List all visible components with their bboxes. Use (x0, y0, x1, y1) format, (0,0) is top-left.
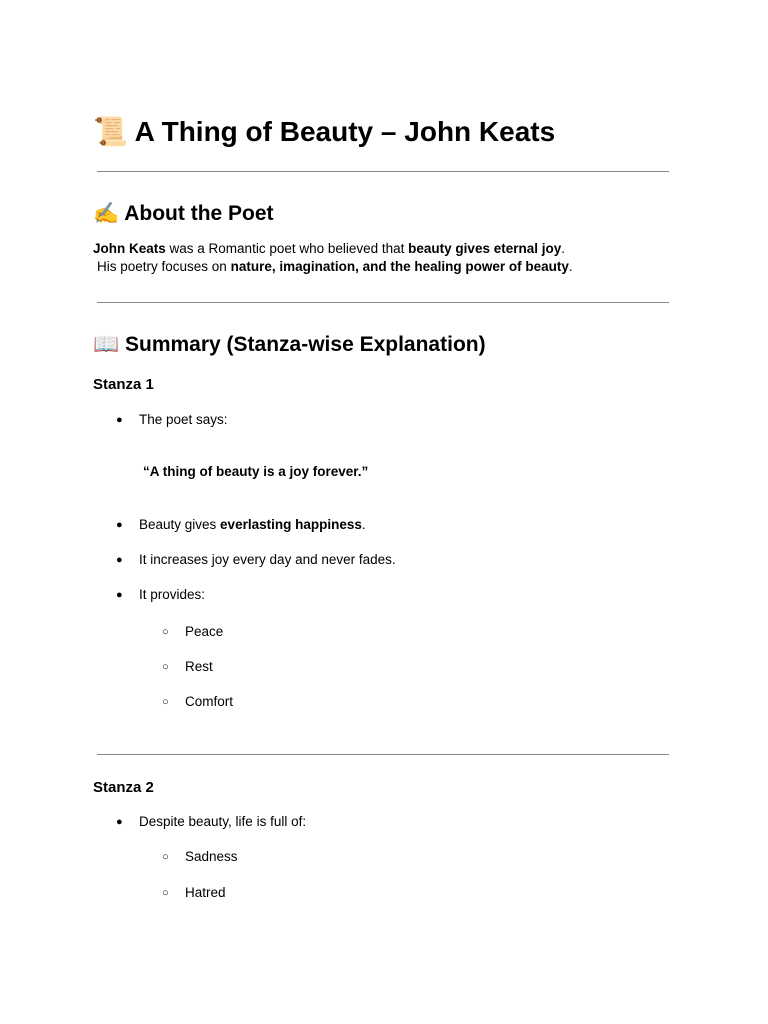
sub-list-item-text: Comfort (185, 694, 234, 709)
list-item-text: Despite beauty, life is full of: (139, 814, 307, 829)
list-item-text: It provides: (139, 587, 206, 602)
bullet-icon: ● (116, 519, 123, 531)
about-heading-text: About the Poet (124, 202, 274, 225)
list-item-emphasis: everlasting happiness (220, 517, 362, 532)
about-emphasis: nature, imagination, and the healing power of beauty (230, 259, 569, 274)
sub-list-item (162, 693, 233, 711)
stanza-2-heading: Stanza 2 (93, 779, 154, 796)
hollow-bullet-icon: ○ (162, 887, 169, 899)
summary-heading-text: Summary (Stanza-wise Explanation) (125, 333, 486, 356)
list-item-text: It increases joy every day and never fades. (139, 552, 396, 567)
sub-list-item-text: Hatred (185, 885, 226, 900)
scroll-icon: 📜 (93, 115, 128, 148)
open-book-icon: 📖 (93, 332, 120, 356)
divider (97, 302, 669, 303)
about-paragraph (93, 240, 573, 276)
hollow-bullet-icon: ○ (162, 626, 169, 638)
divider (97, 171, 669, 172)
list-item (116, 516, 366, 534)
sub-list-item (162, 658, 213, 676)
about-text: was a Romantic poet who believed that (165, 241, 409, 256)
about-line-1 (93, 240, 573, 258)
document-title-text: A Thing of Beauty – John Keats (134, 116, 556, 147)
hollow-bullet-icon: ○ (162, 696, 169, 708)
list-item-text: . (361, 517, 366, 532)
bullet-icon: ● (116, 816, 123, 828)
list-item (116, 551, 396, 569)
list-item-text: The poet says: (139, 412, 228, 427)
stanza-1-heading: Stanza 1 (93, 376, 154, 393)
sub-list-item (162, 848, 238, 866)
list-item (116, 586, 205, 604)
block-quote: “A thing of beauty is a joy forever.” (143, 464, 369, 479)
poet-name: John Keats (93, 241, 166, 256)
sub-list-item-text: Rest (185, 659, 213, 674)
hollow-bullet-icon: ○ (162, 661, 169, 673)
list-item (116, 813, 306, 831)
divider (97, 754, 669, 755)
bullet-icon: ● (116, 589, 123, 601)
about-line-2 (93, 258, 573, 276)
sub-list-item (162, 623, 223, 641)
sub-list-item-text: Peace (185, 624, 224, 639)
bullet-icon: ● (116, 414, 123, 426)
sub-list-item-text: Sadness (185, 849, 238, 864)
summary-heading (93, 329, 486, 360)
about-text: . (568, 259, 573, 274)
list-item-text: Beauty gives (139, 517, 221, 532)
list-item (116, 411, 228, 429)
document-title (93, 112, 555, 152)
writing-hand-icon: ✍️ (93, 201, 120, 225)
about-text: . (561, 241, 565, 256)
hollow-bullet-icon: ○ (162, 851, 169, 863)
bullet-icon: ● (116, 554, 123, 566)
about-text: His poetry focuses on (97, 259, 231, 274)
sub-list-item (162, 884, 226, 902)
about-emphasis: beauty gives eternal joy (408, 241, 562, 256)
about-heading (93, 198, 274, 229)
